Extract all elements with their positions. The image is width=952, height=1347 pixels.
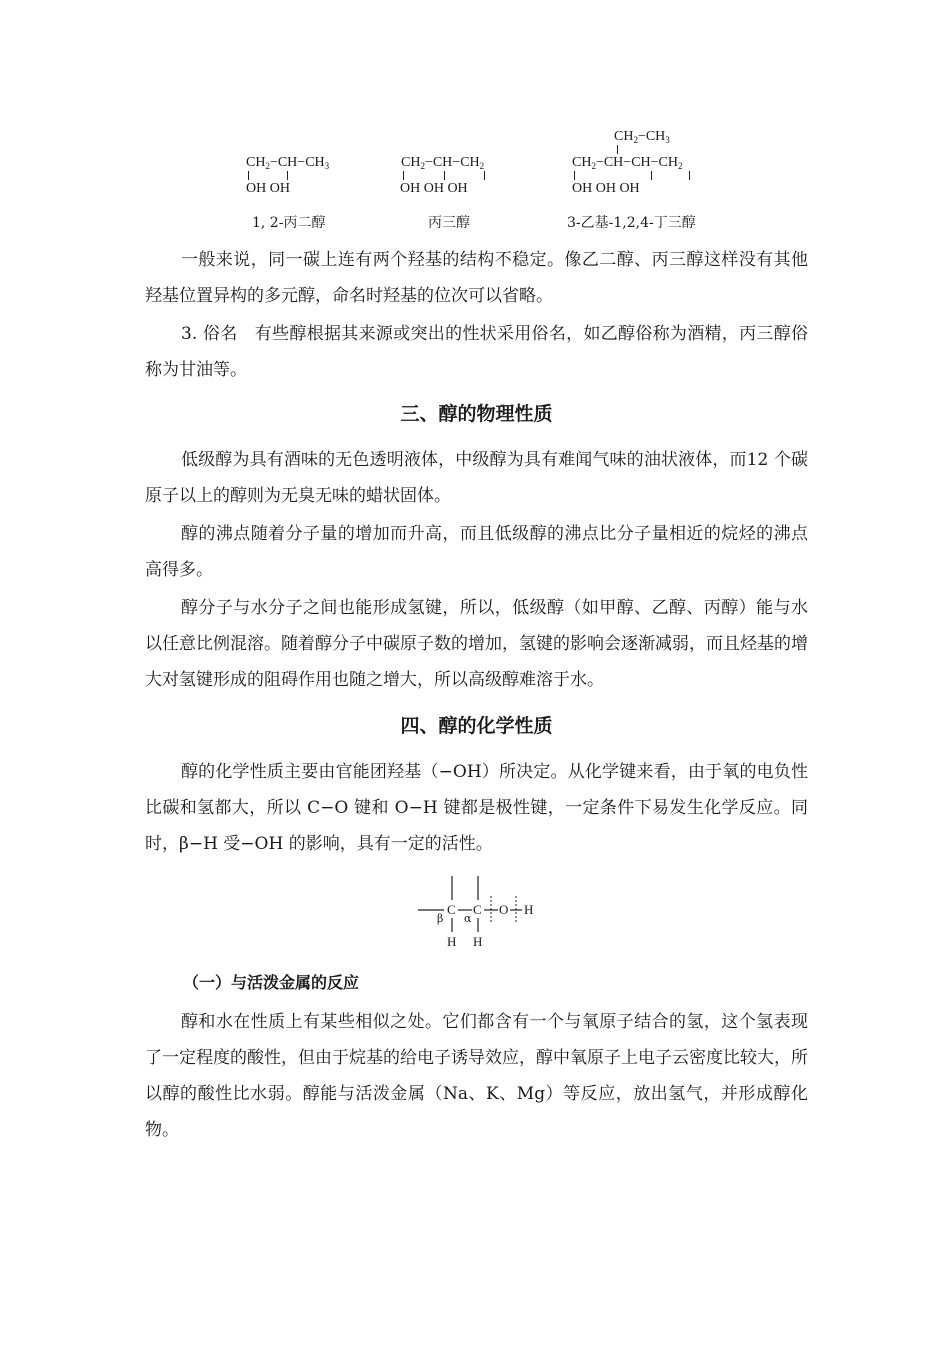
alcohol-structure-diagram bbox=[410, 868, 550, 954]
atom-hydrogen-hydroxyl: H bbox=[524, 902, 534, 917]
bond-line bbox=[689, 171, 690, 180]
structural-formulas bbox=[0, 120, 952, 230]
paragraph: 醇分子与水分子之间也能形成氢键，所以，低级醇（如甲醇、乙醇、丙醇）能与水以任意比例混溶。随着醇分子中碳原子数的增加，氢键的影响会逐渐减弱，而且烃基的增大对氢键形成的阻碍作用也随之增大，所以高级醇难溶于水。 bbox=[145, 598, 808, 690]
formula-ethyl-top: $CH_2-CH_3$ bbox=[614, 129, 670, 145]
atom-hydrogen-beta: H bbox=[447, 934, 457, 949]
label-beta: β bbox=[437, 912, 444, 925]
subsection-heading: （一）与活泼金属的反应 bbox=[183, 973, 360, 992]
formula-propanediol-name: 1, 2-丙二醇 bbox=[252, 215, 326, 231]
bond-line bbox=[248, 171, 249, 180]
formula-glycerol-sub: OH OH OH bbox=[400, 181, 468, 196]
atom-oxygen: O bbox=[499, 902, 509, 917]
bond-line bbox=[444, 171, 445, 180]
paragraph: 醇的化学性质主要由官能团羟基（−OH）所决定。从化学键来看，由于氧的电负性比碳和氢都大，所以 C−O 键和 O−H 键都是极性键，一定条件下易发生化学反应。同时，β−H 受−OH 的影响，具有一定的活性。 bbox=[145, 762, 808, 854]
formula-ethylbutanetriol-main: $CH_2-CH-CH-CH_2$ bbox=[572, 155, 683, 171]
formula-glycerol-main: $CH_2-CH-CH_2$ bbox=[401, 155, 485, 171]
atom-hydrogen-alpha: H bbox=[473, 934, 483, 949]
paragraph: 3. 俗名 有些醇根据其来源或突出的性状采用俗名，如乙醇俗称为酒精，丙三醇俗称为甘油等。 bbox=[145, 324, 808, 380]
atom-carbon-beta: C bbox=[447, 902, 456, 917]
formula-glycerol-name: 丙三醇 bbox=[428, 215, 470, 231]
formula-propanediol-sub: OH OH bbox=[246, 181, 290, 196]
paragraph: 一般来说，同一碳上连有两个羟基的结构不稳定。像乙二醇、丙三醇这样没有其他羟基位置异构的多元醇，命名时羟基的位次可以省略。 bbox=[145, 250, 808, 306]
paragraph: 醇的沸点随着分子量的增加而升高，而且低级醇的沸点比分子量相近的烷烃的沸点高得多。 bbox=[145, 524, 808, 580]
paragraph: 醇和水在性质上有某些相似之处。它们都含有一个与氧原子结合的氢，这个氢表现了一定程度的酸性，但由于烷基的给电子诱导效应，醇中氧原子上电子云密度比较大，所以醇的酸性比水弱。醇能与活泼金属（Na、K、Mg）等反应，放出氢气，并形成醇化物。 bbox=[145, 1012, 808, 1140]
bond-line bbox=[403, 171, 404, 180]
section-heading: 四、醇的化学性质 bbox=[400, 715, 553, 737]
bond-line bbox=[617, 145, 618, 154]
label-alpha: α bbox=[464, 912, 472, 925]
bond-line bbox=[574, 171, 575, 180]
section-heading: 三、醇的物理性质 bbox=[400, 403, 553, 425]
formula-propanediol-main: $CH_2-CH-CH_3$ bbox=[246, 155, 330, 171]
bond-line bbox=[484, 171, 485, 180]
formula-ethylbutanetriol-name: 3-乙基-1,2,4-丁三醇 bbox=[567, 215, 696, 231]
formula-ethylbutanetriol-sub: OH OH OH bbox=[572, 181, 640, 196]
paragraph: 低级醇为具有酒味的无色透明液体，中级醇为具有难闻气味的油状液体，而12 个碳原子以上的醇则为无臭无味的蜡状固体。 bbox=[145, 450, 808, 506]
bond-line bbox=[651, 171, 652, 180]
atom-carbon-alpha: C bbox=[473, 902, 482, 917]
bond-line bbox=[287, 171, 288, 180]
